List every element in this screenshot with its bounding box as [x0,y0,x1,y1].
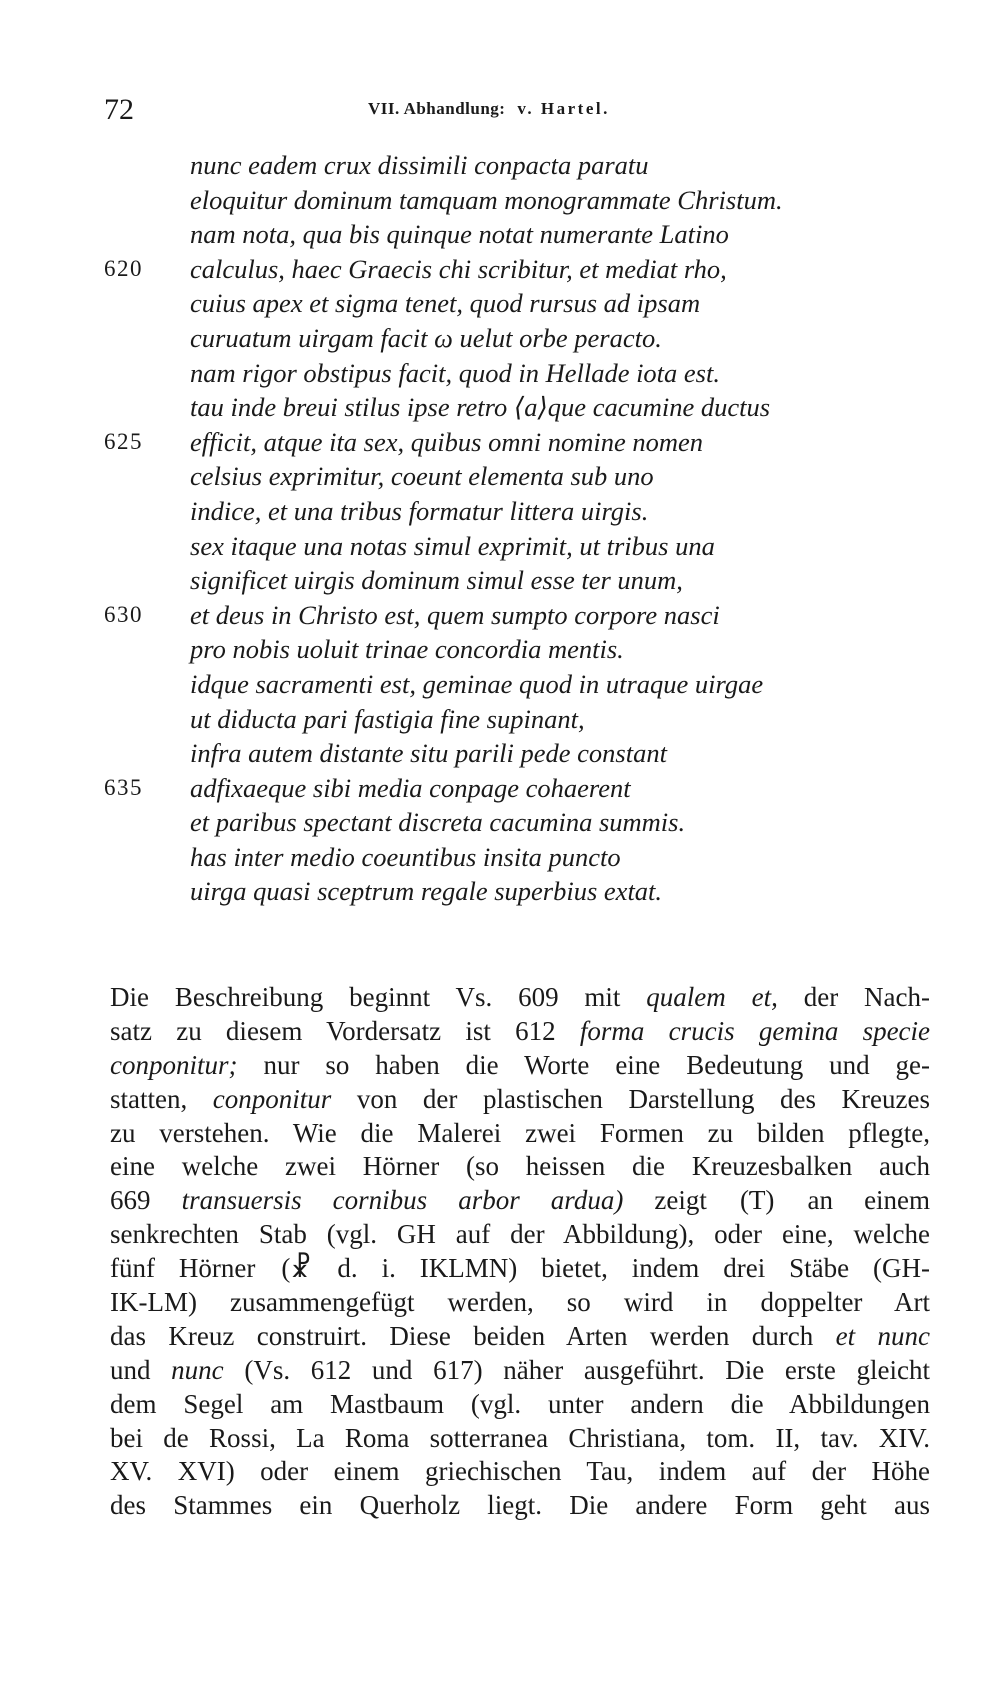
verse-text: sex itaque una notas simul exprimit, ut tribus una [190,530,715,561]
prose-line: und nunc (Vs. 612 und 617) näher ausgeführt. Die erste gleicht [110,1354,930,1385]
verse-text: has inter medio coeuntibus insita puncto [190,841,621,872]
verse-line [0,667,1000,702]
verse-line [0,840,1000,875]
prose-line: das Kreuz construirt. Diese beiden Arten werden durch et nunc [110,1320,930,1351]
verse-line [0,148,1000,183]
prose-line: zu verstehen. Wie die Malerei zwei Formen zu bilden pflegte, [110,1117,930,1148]
verse-line [0,632,1000,667]
verse-text: nam rigor obstipus facit, quod in Hellade iota est. [190,357,720,388]
verse-block [0,148,1000,909]
verse-line [0,598,1000,633]
verse-text: et deus in Christo est, quem sumpto corpore nasci [190,599,720,630]
prose-block [110,981,930,1523]
verse-number: 630 [104,601,143,627]
verse-line [0,425,1000,460]
verse-text: et paribus spectant discreta cacumina summis. [190,807,686,838]
running-title: VII. Abhandlung: [368,99,506,118]
verse-line [0,805,1000,840]
verse-text: pro nobis uoluit trinae concordia mentis. [190,634,624,665]
prose-line: XV. XVI) oder einem griechischen Tau, indem auf der Höhe [110,1456,930,1487]
verse-text: nam nota, qua bis quinque notat numerante Latino [190,219,729,250]
prose-line: eine welche zwei Hörner (so heissen die Kreuzesbalken auch [110,1151,930,1182]
verse-text: idque sacramenti est, geminae quod in utraque uirgae [190,668,764,699]
prose-line: fünf Hörner (☧ d. i. IKLMN) bietet, indem drei Stäbe (GH- [110,1252,930,1286]
verse-line [0,321,1000,356]
verse-text: indice, et una tribus formatur littera uirgis. [190,495,649,526]
verse-number: 635 [104,774,143,800]
prose-line: satz zu diesem Vordersatz ist 612 forma crucis gemina specie [110,1015,931,1046]
verse-line [0,286,1000,321]
prose-line: des Stammes ein Querholz liegt. Die andere Form geht aus [110,1490,930,1521]
prose-line: dem Segel am Mastbaum (vgl. unter andern die Abbildungen [110,1388,930,1419]
verse-text: efficit, atque ita sex, quibus omni nomine nomen [190,426,703,457]
verse-text: uirga quasi sceptrum regale superbius extat. [190,876,663,907]
verse-line [0,736,1000,771]
verse-text: curuatum uirgam facit ω uelut orbe peracto. [190,322,662,353]
prose-line: statten, conponitur von der plastischen Darstellung des Kreuzes [110,1083,931,1114]
running-head [368,98,610,120]
verse-text: eloquitur dominum tamquam monogrammate Christum. [190,184,783,215]
running-author: v. Hartel. [517,99,610,118]
verse-line [0,390,1000,425]
verse-line [0,529,1000,564]
verse-line [0,183,1000,218]
verse-text: nunc eadem crux dissimili conpacta paratu [190,150,649,180]
verse-number: 620 [104,255,143,281]
verse-line [0,356,1000,391]
verse-line [0,252,1000,287]
prose-line: conponitur; nur so haben die Worte eine Bedeutung und ge- [110,1049,931,1080]
verse-text: adfixaeque sibi media conpage cohaerent [190,772,631,803]
prose-line: bei de Rossi, La Roma sotterranea Christiana, tom. II, tav. XIV. [110,1422,930,1453]
prose-line: Die Beschreibung beginnt Vs. 609 mit qualem et, der Nach- [110,982,931,1012]
page-number: 72 [104,93,134,126]
verse-line [0,217,1000,252]
verse-text: ut diducta pari fastigia fine supinant, [190,703,585,734]
verse-line [0,563,1000,598]
verse-text: tau inde breui stilus ipse retro ⟨a⟩que cacumine ductus [190,392,771,423]
verse-text: cuius apex et sigma tenet, quod rursus ad ipsam [190,288,701,319]
verse-text: calculus, haec Graecis chi scribitur, et mediat rho, [190,253,727,284]
prose-line: 669 transuersis cornibus arbor ardua) zeigt (Ƭ) an einem [110,1184,930,1218]
verse-number: 625 [104,428,143,454]
verse-line [0,874,1000,909]
verse-line [0,459,1000,494]
verse-line [0,702,1000,737]
tau-cross-symbol: (Ƭ) [739,1185,775,1216]
verse-text: celsius exprimitur, coeunt elementa sub uno [190,461,654,492]
verse-line [0,771,1000,806]
verse-line [0,494,1000,529]
prose-line: IK-LM) zusammengefügt werden, so wird in doppelter Art [110,1287,930,1318]
verse-text: infra autem distante situ parili pede constant [190,738,667,769]
chi-rho-symbol: (☧ [281,1253,312,1284]
prose-line: senkrechten Stab (vgl. GH auf der Abbildung), oder eine, welche [110,1219,930,1250]
verse-text: significet uirgis dominum simul esse ter unum, [190,565,683,596]
